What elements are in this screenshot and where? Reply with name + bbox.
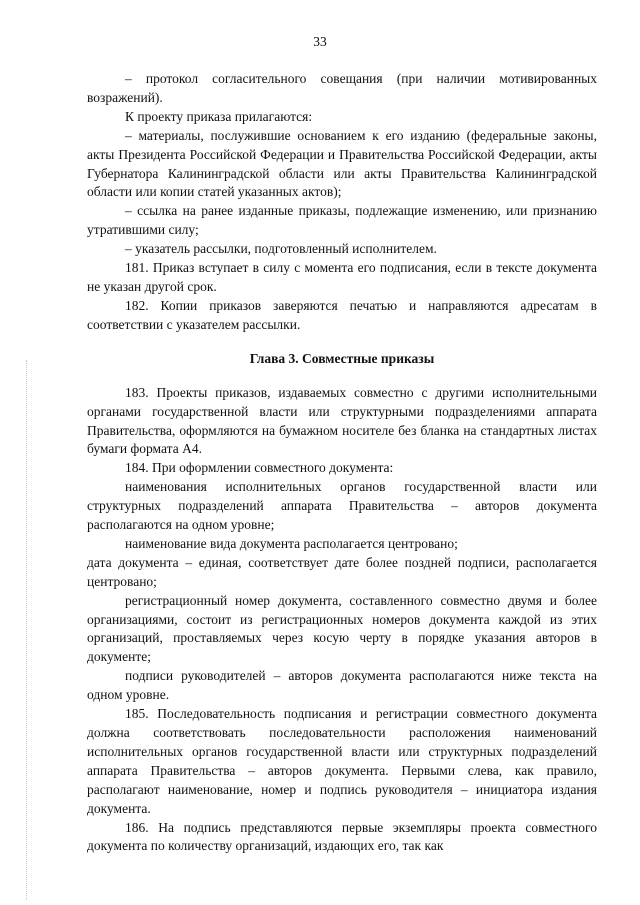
paragraph: 184. При оформлении совместного документа: [125, 460, 394, 476]
paragraph: наименование вида документа располагается центровано; [125, 535, 458, 551]
paragraph-group-bottom [87, 384, 597, 857]
paragraph: – ссылка на ранее изданные приказы, подлежащие изменению, или признанию утратившими силу; [87, 203, 597, 238]
page-number: 33 [313, 34, 327, 49]
paragraph: дата документа – единая, соответствует дате более поздней подписи, располагается центровано; [87, 554, 597, 589]
document-body [87, 70, 597, 856]
paragraph: 183. Проекты приказов, издаваемых совместно с другими исполнительными органами государственной власти или структурными подразделениями аппарата Правительства, оформляются на бумажном носителе без бланка на стандартных листах бумаги формата А4. [87, 384, 597, 457]
paragraph: наименования исполнительных органов государственной власти или структурных подразделений аппарата Правительства – авторов документа располагаются на одном уровне; [87, 479, 597, 533]
paragraph: К проекту приказа прилагаются: [125, 108, 313, 124]
paragraph: 182. Копии приказов заверяются печатью и направляются адресатам в соответствии с указателем рассылки. [87, 297, 597, 332]
chapter-heading: Глава 3. Совместные приказы [249, 350, 435, 366]
paragraph: подписи руководителей – авторов документа располагаются ниже текста на одном уровне. [87, 668, 597, 703]
paragraph: регистрационный номер документа, составленного совместно двумя и более организациями, состоит из регистрационных номеров документа каждой из этих организаций, проставляемых через косую черту в порядке указания авторов в документе; [87, 592, 597, 665]
paragraph: 185. Последовательность подписания и регистрации совместного документа должна соответствовать последовательности расположения наименований исполнительных органов государственной власти или структурных подразделений аппарата Правительства – авторов документа. Первыми слева, как правило, располагают наименование, номер и подпись руководителя – инициатора издания документа. [87, 706, 597, 816]
paragraph: – протокол согласительного совещания (при наличии мотивированных возражений). [87, 71, 597, 105]
paragraph: 181. Приказ вступает в силу с момента его подписания, если в тексте документа не указан другой срок. [87, 260, 597, 294]
paragraph: – указатель рассылки, подготовленный исполнителем. [125, 241, 437, 257]
paragraph-group-top [87, 70, 597, 335]
paragraph: – материалы, послужившие основанием к его изданию (федеральные законы, акты Президента Российской Федерации и Правительства Российской Федерации, акты Губернатора Калининградской области или акты Правительства Калининградской области или копии статей указанных актов); [87, 127, 597, 200]
scan-margin-line [26, 360, 27, 900]
paragraph: 186. На подпись представляются первые экземпляры проекта совместного документа по количеству организаций, издающих его, так как [87, 819, 597, 854]
